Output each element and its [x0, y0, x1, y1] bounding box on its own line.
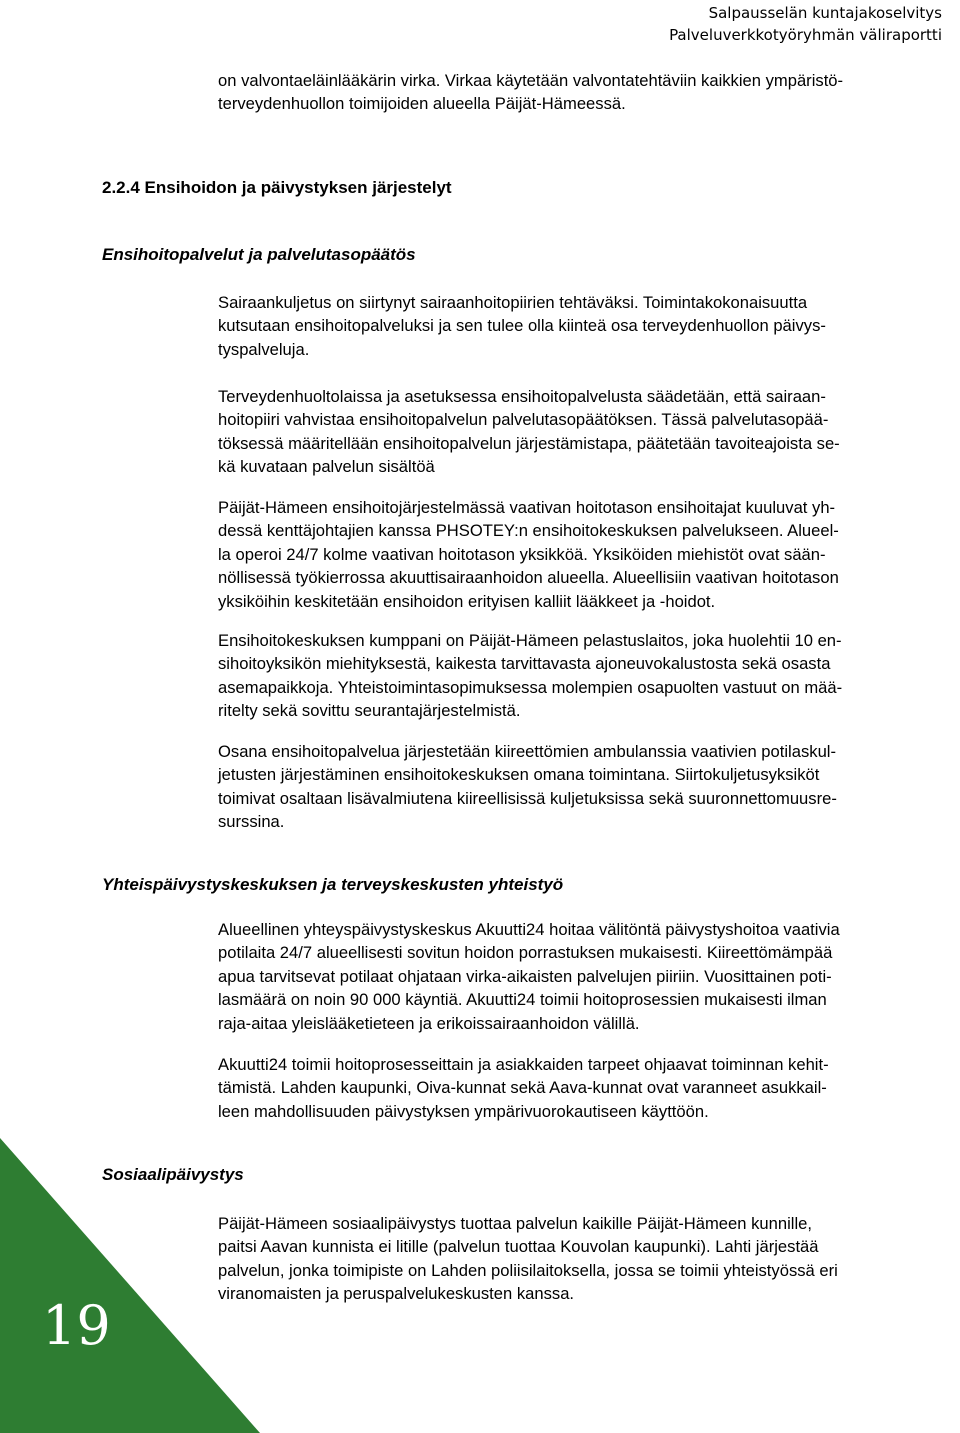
text-line: potilaita 24/7 alueellisesti sovitun hoidon porrastuksen mukaisesti. Kiireettömämpää — [218, 943, 833, 963]
paragraph — [218, 740, 948, 834]
text-line: kutsutaan ensihoitopalveluksi ja sen tulee olla kiinteä osa terveydenhuollon päivys- — [218, 316, 826, 336]
text-line: palvelun, jonka toimipiste on Lahden poliisilaitoksella, jossa se toimii yhteistyössä eri — [218, 1260, 838, 1280]
text-line: toimivat osaltaan lisävalmiutena kiireellisissä kuljetuksissa sekä suuronnettomuusre- — [218, 788, 837, 808]
text-line: raja-aitaa yleislääketieteen ja erikoissairaanhoidon välillä. — [218, 1013, 640, 1033]
text-line: tyspalveluja. — [218, 339, 310, 359]
paragraph — [218, 629, 948, 723]
text-line: jetusten järjestäminen ensihoitokeskuksen omana toimintana. Siirtokuljetusyksiköt — [218, 765, 820, 785]
text-line: apua tarvitsevat potilaat ohjataan virka-aikaisten palvelujen piiriin. Vuosittainen poti- — [218, 966, 832, 986]
text-line: lasmäärä on noin 90 000 käyntiä. Akuutti24 toimii hoitoprosessien mukaisesti ilman — [218, 990, 827, 1010]
text-line: Ensihoitokeskuksen kumppani on Päijät-Hämeen pelastuslaitos, joka huolehtii 10 en- — [218, 631, 842, 650]
text-line: nöllisessä työkierrossa akuuttisairaanhoidon alueella. Alueellisiin vaativan hoitotason — [218, 568, 839, 588]
text-line: viranomaisten ja peruspalvelukeskusten kanssa. — [218, 1284, 575, 1304]
subsection-title: Ensihoitopalvelut ja palvelutasopäätös — [102, 245, 416, 264]
paragraph — [218, 291, 948, 361]
text-line: Akuutti24 toimii hoitoprosesseittain ja asiakkaiden tarpeet ohjaavat toiminnan kehit- — [218, 1055, 829, 1074]
section-heading: 2.2.4 Ensihoidon ja päivystyksen järjestelyt — [102, 178, 452, 197]
text-line: Päijät-Hämeen ensihoitojärjestelmässä vaativan hoitotason ensihoitajat kuuluvat yh- — [218, 498, 836, 517]
paragraph — [218, 1053, 948, 1123]
header-subtitle: Palveluverkkotyöryhmän väliraportti — [669, 26, 942, 44]
page-number: 19 — [42, 1294, 111, 1357]
subsection-title: Yhteispäivystyskeskuksen ja terveyskeskusten yhteistyö — [102, 875, 564, 894]
paragraph — [218, 385, 948, 479]
text-line: Osana ensihoitopalvelua järjestetään kiireettömien ambulanssia vaativien potilaskul- — [218, 742, 837, 761]
text-line: dessä kenttäjohtajien kanssa PHSOTEY:n ensihoitokeskuksen palvelukseen. Alueel- — [218, 521, 839, 541]
text-line: Alueellinen yhteyspäivystyskeskus Akuutti24 hoitaa välitöntä päivystyshoitoa vaativia — [218, 920, 840, 939]
intro-paragraph — [218, 69, 938, 116]
text-line: leen mahdollisuuden päivystyksen ympärivuorokautiseen käyttöön. — [218, 1101, 709, 1121]
text-line: paitsi Aavan kunnista ei litille (palvelun tuottaa Kouvolan kaupunki). Lahti järjestää — [218, 1237, 819, 1257]
text-line: asemapaikkoja. Yhteistoimintasopimuksessa molempien osapuolten vastuut on mää- — [218, 677, 843, 697]
paragraph — [218, 1212, 948, 1306]
text-line: hoitopiiri vahvistaa ensihoitopalvelun palvelutasopäätöksen. Tässä palvelutasopää- — [218, 410, 829, 430]
text-line: surssina. — [218, 812, 285, 832]
text-line: on valvontaeläinlääkärin virka. Virkaa käytetään valvontatehtäviin kaikkien ympäristö- — [218, 71, 844, 90]
text-line: Terveydenhuoltolaissa ja asetuksessa ensihoitopalvelusta säädetään, että sairaan- — [218, 387, 826, 406]
text-line: töksessä määritellään ensihoitopalvelun järjestämistapa, päätetään tavoiteajoista se- — [218, 433, 840, 453]
text-line: la operoi 24/7 kolme vaativan hoitotason yksikköä. Yksiköiden miehistöt ovat sään- — [218, 544, 826, 564]
text-line: terveydenhuollon toimijoiden alueella Päijät-Hämeessä. — [218, 94, 626, 114]
text-line: ritelty sekä sovittu seurantajärjestelmistä. — [218, 701, 521, 721]
paragraph — [218, 918, 948, 1035]
subsection-title: Sosiaalipäivystys — [102, 1165, 244, 1184]
document-header — [669, 2, 942, 46]
paragraph — [218, 496, 948, 613]
header-title: Salpausselän kuntajakoselvitys — [708, 4, 942, 22]
text-line: tämistä. Lahden kaupunki, Oiva-kunnat sekä Aava-kunnat ovat varanneet asukkail- — [218, 1078, 827, 1098]
text-line: kä kuvataan palvelun sisältöä — [218, 457, 435, 477]
text-line: yksiköihin keskitetään ensihoidon erityisen kalliit lääkkeet ja -hoidot. — [218, 591, 716, 611]
text-line: sihoitoyksikön miehityksestä, kaikesta tarvittavasta ajoneuvokalustosta sekä osasta — [218, 654, 831, 674]
text-line: Sairaankuljetus on siirtynyt sairaanhoitopiirien tehtäväksi. Toimintakokonaisuutta — [218, 293, 808, 312]
text-line: Päijät-Hämeen sosiaalipäivystys tuottaa palvelun kaikille Päijät-Hämeen kunnille, — [218, 1214, 812, 1233]
